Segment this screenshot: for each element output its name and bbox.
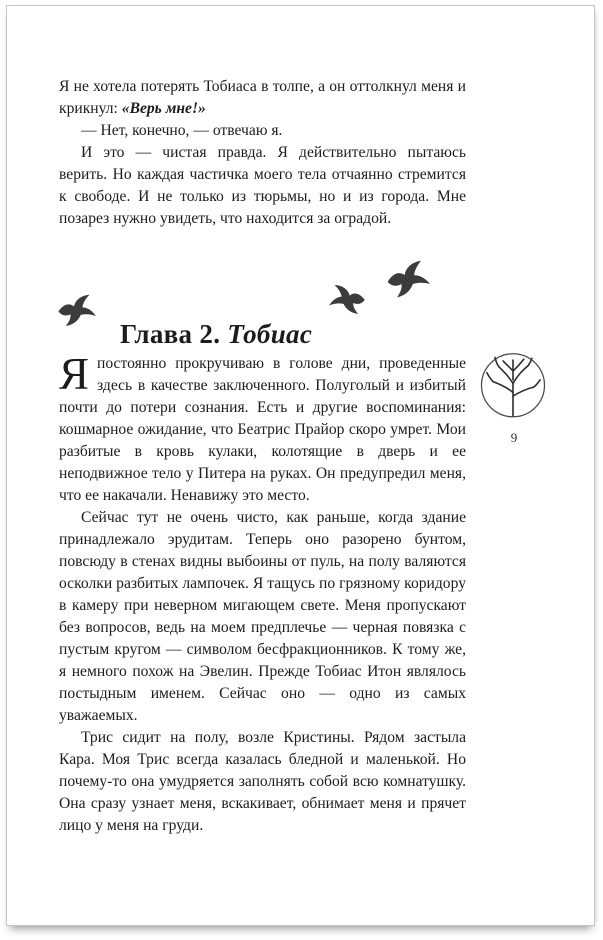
chapter-title: Тобиас (227, 319, 313, 350)
chapter-number: Глава 2. (120, 319, 228, 350)
paragraph: И это — чистая правда. Я действительно пытаюсь верить. Но каждая частичка моего тела отчаянно стремится к свободе. И не только из тюрьмы, но и из города. Мне позарез нужно увидеть, что находится за оградой. (59, 144, 466, 227)
paragraph (59, 76, 466, 120)
emphasis-text: «Верь мне!» (121, 100, 206, 117)
paragraph: Трис сидит на полу, возле Кристины. Рядом застыла Кара. Моя Трис всегда казалась бледной и маленькой. Но почему-то она умудряется заполнять собой всю комнатушку. Она сразу узнает меня, вскакивает, обнимает меня и прячет лицо у меня на груди. (59, 729, 466, 834)
intro-text-block (59, 76, 466, 230)
paragraph: Сейчас тут не очень чисто, как раньше, когда здание принадлежало эрудитам. Теперь оно разорено бунтом, повсюду в стенах видны выбоины от пуль, на полу валяются осколки разбитых лампочек. Я тащусь по грязному коридору в камеру при неверном мигающем свете. Меня пропускают без вопросов, ведь на моем предплечье — черная повязка с пустым кругом — символом бесфракционников. К тому же, я немного похож на Эвелин. Прежде Тобиас Итон являлось постыдным именем. Сейчас оно — одно из самых уважаемых. (59, 509, 466, 724)
paragraph-text: Я не хотела потерять Тобиаса в толпе, а он оттолкнул меня и крикнул: (59, 78, 466, 117)
bird-icon (382, 256, 436, 306)
bird-icon (54, 290, 100, 334)
paragraph: — Нет, конечно, — отвечаю я. (81, 122, 283, 139)
paragraph-text: постоянно прокручиваю в голове дни, проведенные здесь в качестве заключенного. Полуголый и избитый почти до потери сознания. Есть и другие воспоминания: кошмарное ожидание, что Беатрис Прайор скоро умрет. Мои разбитые в кровь кулаки, колотящие в дверь и ее неподвижное тело у Питера на руках. Он предупредил меня, что ее накачали. Ненавижу это место. (59, 355, 466, 504)
paragraph (59, 349, 466, 507)
bird-icon (326, 282, 368, 321)
chapter-heading (120, 319, 312, 350)
tree-emblem-icon (477, 349, 549, 427)
chapter-text-block (59, 349, 466, 837)
drop-cap: Я (59, 349, 90, 399)
page-number: 9 (510, 430, 518, 445)
